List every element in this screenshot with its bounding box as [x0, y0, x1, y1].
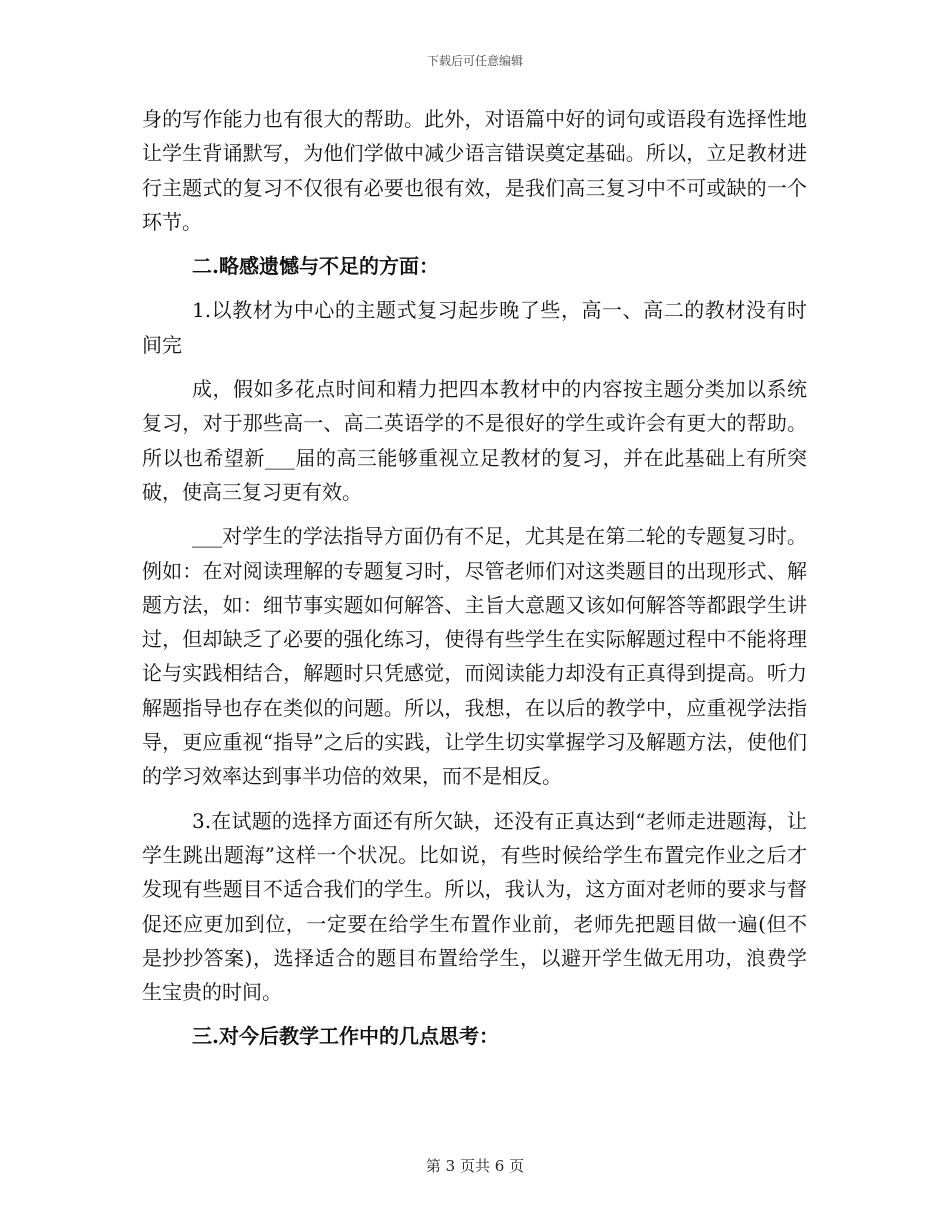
document-body — [142, 102, 807, 1054]
section-heading-3: 三.对今后教学工作中的几点思考： — [192, 1024, 499, 1049]
paragraph-item-1: 1.以教材为中心的主题式复习起步晚了些，高一、高二的教材没有时间完 — [142, 298, 807, 357]
page-header: 下载后可任意编辑 — [426, 54, 523, 68]
page-footer: 第 3 页共 6 页 — [425, 1157, 525, 1175]
section-heading-2: 二.略感遗憾与不足的方面： — [192, 254, 439, 279]
paragraph-item-2: ___对学生的学法指导方面仍有不足，尤其是在第二轮的专题复习时。例如：在对阅读理解的专题复习时，尽管老师们对这类题目的出现形式、解题方法，如：细节事实题如何解答、主旨大意题又该如何解答等都跟学生讲过，但却缺乏了必要的强化练习，使得有些学生在实际解题过程中不能将理论与实践相结合，解题时只凭感觉，而阅读能力却没有正真得到提高。听力解题指导也存在类似的问题。所以，我想，在以后的教学中，应重视学法指导，更应重视“指导”之后的实践，让学生切实掌握学习及解题方法，使他们的学习效率达到事半功倍的效果，而不是相反。 — [142, 524, 807, 789]
paragraph-item-3: 3.在试题的选择方面还有所欠缺，还没有正真达到“老师走进题海，让学生跳出题海”这样一个状况。比如说，有些时候给学生布置完作业之后才发现有些题目不适合我们的学生。所以，我认为，这方面对老师的要求与督促还应更加到位，一定要在给学生布置作业前，老师先把题目做一遍(但不是抄抄答案)，选择适合的题目布置给学生，以避开学生做无用功，浪费学生宝贵的时间。 — [142, 808, 807, 1005]
paragraph-item-1-continued: 成，假如多花点时间和精力把四本教材中的内容按主题分类加以系统复习，对于那些高一、高二英语学的不是很好的学生或许会有更大的帮助。所以也希望新___届的高三能够重视立足教材的复习，并在此基础上有所突破，使高三复习更有效。 — [142, 377, 807, 504]
paragraph-continuation: 身的写作能力也有很大的帮助。此外，对语篇中好的词句或语段有选择性地让学生背诵默写，为他们学做中减少语言错误奠定基础。所以，立足教材进行主题式的复习不仅很有必要也很有效，是我们高三复习中不可或缺的一个环节。 — [142, 107, 807, 234]
